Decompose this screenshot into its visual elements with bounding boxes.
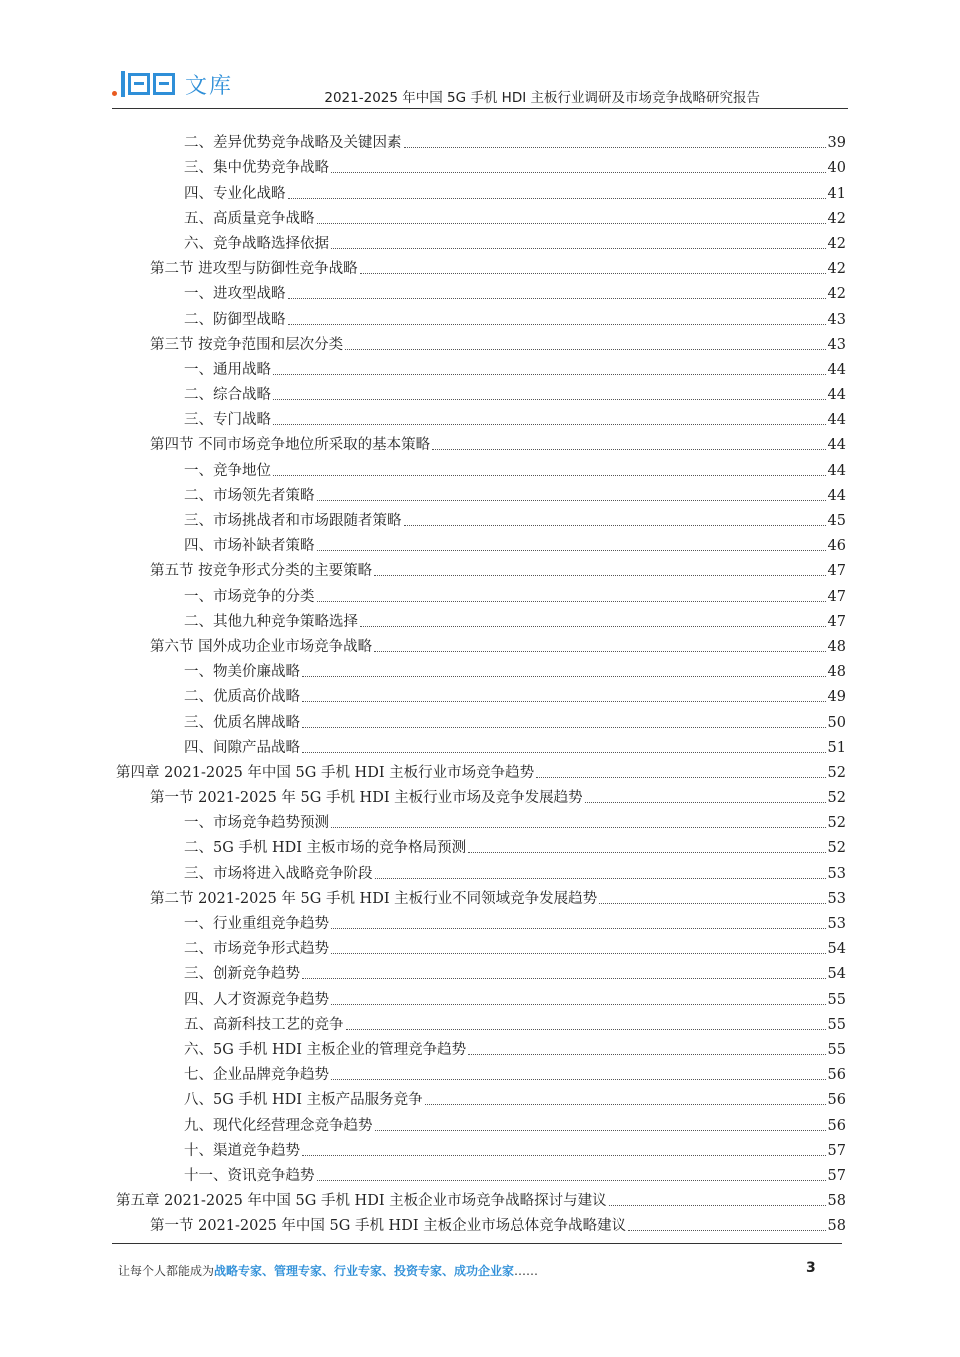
toc-entry-label: 四、间隙产品战略 (184, 739, 300, 756)
toc-entry-page: 55 (827, 1016, 846, 1033)
toc-entry-label: 二、差异优势竞争战略及关键因素 (184, 135, 402, 152)
toc-entry[interactable] (116, 454, 846, 479)
toc-entry-label: 第一节 2021-2025 年 5G 手机 HDI 主板行业市场及竞争发展趋势 (150, 790, 583, 807)
toc-entry[interactable] (116, 228, 846, 253)
toc-entry-label: 第四节 不同市场竞争地位所采取的基本策略 (150, 437, 431, 454)
toc-entry-label: 第二节 进攻型与防御性竞争战略 (150, 261, 358, 278)
toc-leader-dots (345, 349, 825, 350)
toc-entry-page: 52 (827, 764, 846, 781)
toc-entry[interactable] (116, 530, 846, 555)
toc-entry-label: 第四章 2021-2025 年中国 5G 手机 HDI 主板行业市场竞争趋势 (116, 764, 535, 781)
toc-entry-page: 57 (827, 1167, 846, 1184)
footer-slogan-suffix: …… (514, 1264, 539, 1278)
toc-entry-label: 五、高新科技工艺的竞争 (184, 1016, 344, 1033)
toc-entry-label: 第二节 2021-2025 年 5G 手机 HDI 主板行业不同领域竞争发展趋势 (150, 890, 598, 907)
toc-entry-label: 一、进攻型战略 (184, 286, 286, 303)
toc-entry-page: 53 (827, 916, 846, 932)
toc-entry[interactable] (116, 1034, 846, 1059)
toc-entry[interactable] (116, 732, 846, 757)
toc-entry-label: 五、高质量竞争战略 (184, 210, 315, 227)
toc-entry[interactable] (116, 1084, 846, 1109)
toc-entry[interactable] (116, 203, 846, 228)
toc-entry-page: 52 (827, 790, 846, 807)
toc-entry[interactable] (116, 1210, 846, 1235)
toc-entry[interactable] (116, 782, 846, 807)
toc-entry[interactable] (116, 505, 846, 530)
toc-entry-label: 二、市场竞争形式趋势 (184, 941, 329, 958)
toc-leader-dots (273, 424, 826, 425)
toc-entry-page: 44 (827, 412, 846, 429)
toc-entry-label: 第六节 国外成功企业市场竞争战略 (150, 638, 373, 655)
toc-entry-label: 四、人才资源竞争趋势 (184, 991, 329, 1008)
toc-entry-page: 57 (827, 1142, 846, 1159)
toc-entry[interactable] (116, 1135, 846, 1160)
toc-entry[interactable] (116, 1059, 846, 1084)
toc-leader-dots (302, 676, 826, 677)
toc-entry-page: 47 (827, 588, 846, 605)
toc-entry-label: 二、市场领先者策略 (184, 487, 315, 504)
toc-entry-page: 50 (827, 714, 846, 731)
toc-leader-dots (599, 903, 825, 904)
toc-entry-page: 54 (827, 966, 846, 983)
toc-entry[interactable] (116, 983, 846, 1008)
footer-divider (112, 1243, 842, 1244)
toc-entry[interactable] (116, 379, 846, 404)
toc-leader-dots (317, 550, 826, 551)
toc-entry[interactable] (116, 580, 846, 605)
toc-entry-page: 56 (827, 1067, 846, 1084)
toc-entry-page: 42 (827, 210, 846, 227)
toc-entry-page: 46 (827, 538, 846, 555)
toc-leader-dots (432, 449, 825, 450)
toc-leader-dots (331, 1004, 826, 1005)
toc-entry[interactable] (116, 278, 846, 303)
footer-slogan-prefix: 让每个人都能成为 (118, 1264, 215, 1278)
toc-entry-page: 58 (827, 1193, 846, 1210)
toc-entry[interactable] (116, 152, 846, 177)
toc-entry-label: 二、综合战略 (184, 387, 271, 404)
toc-entry-label: 三、优质名牌战略 (184, 714, 300, 731)
toc-entry-page: 58 (827, 1218, 846, 1235)
toc-entry[interactable] (116, 883, 846, 908)
toc-leader-dots (468, 852, 825, 853)
table-of-contents (116, 127, 846, 1235)
toc-entry[interactable] (116, 329, 846, 354)
toc-entry-label: 十一、资讯竞争趋势 (184, 1167, 315, 1184)
toc-leader-dots (374, 575, 825, 576)
toc-entry-label: 第三节 按竞争范围和层次分类 (150, 336, 344, 353)
toc-entry[interactable] (116, 656, 846, 681)
toc-entry-page: 48 (827, 664, 846, 681)
toc-leader-dots (317, 601, 826, 602)
toc-leader-dots (317, 1180, 826, 1181)
toc-entry-page: 55 (827, 1041, 846, 1058)
toc-entry[interactable] (116, 303, 846, 328)
toc-leader-dots (346, 1029, 826, 1030)
page-number: 3 (806, 1260, 816, 1276)
toc-leader-dots (374, 651, 825, 652)
toc-leader-dots (331, 928, 826, 929)
logo-mark-icon (121, 71, 175, 97)
toc-entry-page: 44 (827, 361, 846, 378)
toc-entry-page: 51 (827, 739, 846, 756)
toc-leader-dots (360, 626, 826, 627)
toc-leader-dots (404, 147, 826, 148)
toc-leader-dots (331, 172, 826, 173)
toc-leader-dots (302, 727, 826, 728)
toc-entry-page: 53 (827, 890, 846, 907)
toc-entry[interactable] (116, 1009, 846, 1034)
toc-entry[interactable] (116, 177, 846, 202)
toc-entry-page: 52 (827, 840, 846, 857)
toc-leader-dots (302, 978, 826, 979)
toc-entry-page: 42 (827, 286, 846, 303)
toc-entry-page: 43 (827, 336, 846, 353)
toc-leader-dots (331, 827, 826, 828)
toc-entry-label: 四、市场补缺者策略 (184, 538, 315, 555)
toc-entry-page: 44 (827, 462, 846, 479)
toc-leader-dots (317, 500, 826, 501)
toc-leader-dots (302, 701, 826, 702)
toc-entry-label: 二、其他九种竞争策略选择 (184, 613, 358, 630)
toc-leader-dots (273, 374, 826, 375)
toc-entry[interactable] (116, 606, 846, 631)
toc-leader-dots (360, 273, 826, 274)
toc-entry[interactable] (116, 757, 846, 782)
toc-entry-page: 55 (827, 991, 846, 1008)
toc-entry-page: 56 (827, 1092, 846, 1109)
toc-entry[interactable] (116, 933, 846, 958)
toc-leader-dots (404, 525, 826, 526)
toc-leader-dots (302, 752, 826, 753)
logo-text: 文库 (185, 73, 234, 99)
toc-entry[interactable] (116, 631, 846, 656)
toc-entry-page: 45 (827, 513, 846, 529)
toc-leader-dots (288, 198, 826, 199)
toc-entry-label: 一、竞争地位 (184, 462, 271, 479)
document-title: 2021-2025 年中国 5G 手机 HDI 主板行业调研及市场竞争战略研究报告 (324, 90, 760, 106)
toc-entry-label: 二、5G 手机 HDI 主板市场的竞争格局预测 (184, 840, 467, 857)
toc-leader-dots (375, 878, 826, 879)
toc-leader-dots (288, 298, 826, 299)
toc-entry[interactable] (116, 127, 846, 152)
toc-entry-label: 四、专业化战略 (184, 185, 286, 202)
toc-entry-page: 44 (827, 387, 846, 404)
toc-entry[interactable] (116, 429, 846, 454)
toc-entry-page: 54 (827, 941, 846, 958)
toc-leader-dots (425, 1104, 826, 1105)
toc-entry-page: 47 (827, 613, 846, 630)
toc-leader-dots (609, 1205, 826, 1206)
toc-entry-label: 七、企业品牌竞争趋势 (184, 1067, 329, 1084)
toc-entry-page: 53 (827, 865, 846, 882)
toc-entry[interactable] (116, 480, 846, 505)
toc-entry-label: 二、防御型战略 (184, 311, 286, 328)
toc-entry[interactable] (116, 555, 846, 580)
toc-entry-page: 42 (827, 261, 846, 278)
toc-entry-label: 二、优质高价战略 (184, 689, 300, 706)
toc-entry-page: 44 (827, 487, 846, 504)
toc-entry-label: 六、竞争战略选择依据 (184, 235, 329, 252)
toc-leader-dots (375, 1130, 826, 1131)
toc-leader-dots (302, 1155, 826, 1156)
toc-entry-label: 第五章 2021-2025 年中国 5G 手机 HDI 主板企业市场竞争战略探讨与建议 (116, 1193, 607, 1210)
toc-entry-page: 44 (827, 437, 846, 454)
toc-leader-dots (585, 802, 826, 803)
toc-entry-label: 一、物美价廉战略 (184, 664, 300, 681)
toc-entry[interactable] (116, 253, 846, 278)
toc-entry-page: 49 (827, 689, 846, 706)
toc-entry-page: 41 (827, 185, 846, 202)
toc-entry-page: 47 (827, 563, 846, 580)
toc-leader-dots (628, 1230, 825, 1231)
toc-entry-label: 三、市场挑战者和市场跟随者策略 (184, 513, 402, 529)
toc-leader-dots (331, 248, 826, 249)
toc-leader-dots (468, 1054, 825, 1055)
logo-dot-icon (112, 91, 117, 96)
toc-entry-page: 43 (827, 311, 846, 328)
toc-entry-label: 十、渠道竞争趋势 (184, 1142, 300, 1159)
toc-leader-dots (331, 953, 826, 954)
toc-leader-dots (273, 399, 826, 400)
toc-entry-label: 一、市场竞争趋势预测 (184, 815, 329, 832)
logo (112, 66, 233, 102)
toc-entry-page: 39 (827, 135, 846, 152)
toc-entry-page: 56 (827, 1117, 846, 1134)
toc-entry-label: 三、创新竞争趋势 (184, 966, 300, 983)
toc-leader-dots (331, 1079, 826, 1080)
toc-entry[interactable] (116, 404, 846, 429)
toc-entry[interactable] (116, 1160, 846, 1185)
toc-entry[interactable] (116, 857, 846, 882)
toc-entry[interactable] (116, 681, 846, 706)
toc-entry[interactable] (116, 832, 846, 857)
toc-leader-dots (536, 777, 825, 778)
toc-entry-label: 九、现代化经营理念竞争趋势 (184, 1117, 373, 1134)
page-header (112, 64, 848, 109)
toc-leader-dots (288, 324, 826, 325)
toc-entry[interactable] (116, 1109, 846, 1134)
toc-leader-dots (273, 475, 826, 476)
footer-slogan-highlight: 战略专家、管理专家、行业专家、投资专家、成功企业家 (214, 1264, 515, 1278)
toc-entry-label: 八、5G 手机 HDI 主板产品服务竞争 (184, 1092, 423, 1109)
toc-entry-label: 三、专门战略 (184, 412, 271, 429)
toc-entry[interactable] (116, 1185, 846, 1210)
toc-entry[interactable] (116, 706, 846, 731)
toc-entry-label: 六、5G 手机 HDI 主板企业的管理竞争趋势 (184, 1041, 467, 1058)
toc-entry[interactable] (116, 958, 846, 983)
toc-entry-label: 第一节 2021-2025 年中国 5G 手机 HDI 主板企业市场总体竞争战略建议 (150, 1218, 627, 1235)
toc-entry-label: 一、通用战略 (184, 361, 271, 378)
toc-entry-page: 48 (827, 638, 846, 655)
toc-entry-label: 三、市场将进入战略竞争阶段 (184, 865, 373, 882)
toc-entry-page: 40 (827, 160, 846, 177)
toc-leader-dots (317, 223, 826, 224)
toc-entry-label: 第五节 按竞争形式分类的主要策略 (150, 563, 373, 580)
toc-entry-label: 一、市场竞争的分类 (184, 588, 315, 605)
toc-entry-label: 一、行业重组竞争趋势 (184, 916, 329, 932)
toc-entry-label: 三、集中优势竞争战略 (184, 160, 329, 177)
toc-entry[interactable] (116, 908, 846, 933)
toc-entry[interactable] (116, 807, 846, 832)
toc-entry-page: 52 (827, 815, 846, 832)
toc-entry-page: 42 (827, 235, 846, 252)
toc-entry[interactable] (116, 354, 846, 379)
footer-slogan (118, 1262, 538, 1279)
